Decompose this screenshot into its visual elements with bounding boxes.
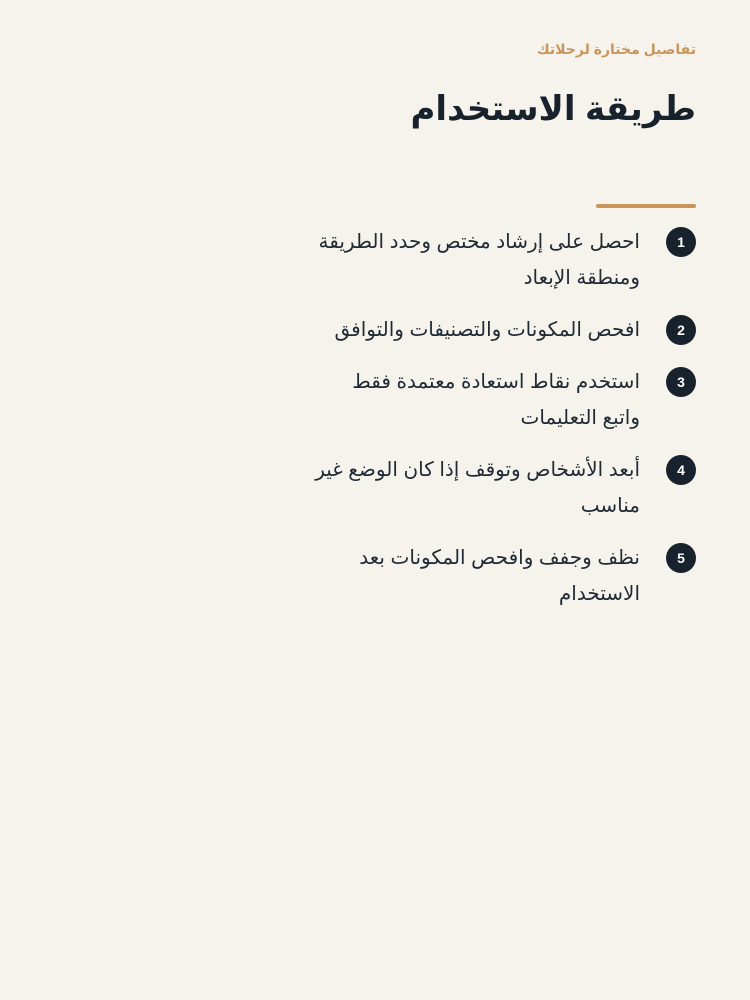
section-kicker: تفاصيل مختارة لرحلاتك bbox=[536, 41, 696, 57]
step-text: نظف وجفف وافحص المكونات بعد الاستخدام bbox=[359, 547, 640, 605]
usage-step-2 bbox=[296, 312, 696, 348]
step-number-badge: 5 bbox=[666, 543, 696, 573]
usage-steps-list bbox=[296, 224, 696, 628]
usage-step-5 bbox=[296, 540, 696, 612]
accent-divider bbox=[596, 204, 696, 208]
step-text: استخدم نقاط استعادة معتمدة فقط واتبع التعليمات bbox=[352, 371, 640, 429]
usage-step-4 bbox=[296, 452, 696, 524]
step-number-badge: 2 bbox=[666, 315, 696, 345]
usage-step-1 bbox=[296, 224, 696, 296]
step-number-badge: 4 bbox=[666, 455, 696, 485]
usage-step-3 bbox=[296, 364, 696, 436]
step-number-badge: 1 bbox=[666, 227, 696, 257]
step-number-badge: 3 bbox=[666, 367, 696, 397]
step-text: احصل على إرشاد مختص وحدد الطريقة ومنطقة الإبعاد bbox=[318, 231, 640, 289]
step-text: أبعد الأشخاص وتوقف إذا كان الوضع غير مناسب bbox=[315, 459, 640, 517]
page-title: طريقة الاستخدام bbox=[410, 90, 696, 128]
step-text: افحص المكونات والتصنيفات والتوافق bbox=[334, 319, 640, 341]
